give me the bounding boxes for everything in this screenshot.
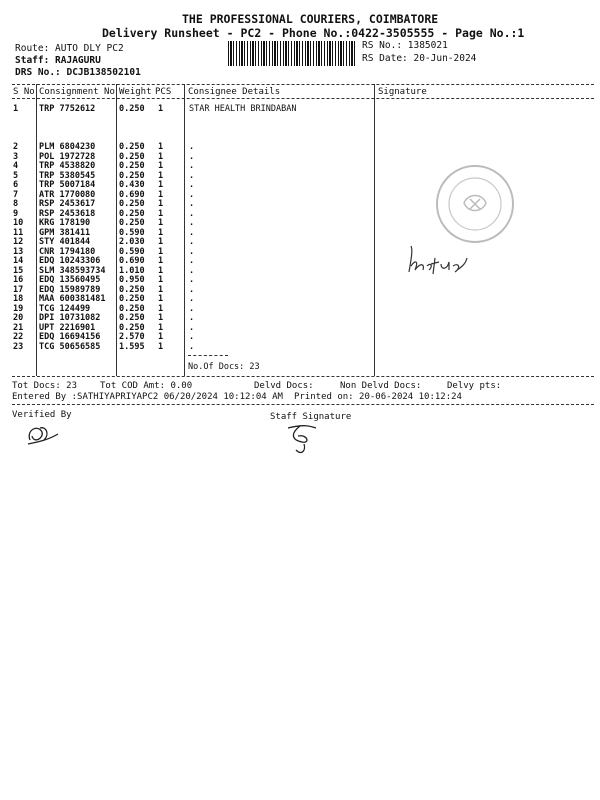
header-signature: Signature	[378, 87, 427, 97]
row-weight: 0.250	[119, 208, 145, 219]
verified-signature	[24, 420, 64, 450]
row-consignee-details: .	[189, 170, 195, 181]
row-consignee-details: .	[189, 227, 195, 238]
row-weight: 0.250	[119, 303, 145, 314]
row-pcs: 1	[158, 199, 164, 209]
row-sno: 22	[13, 332, 24, 342]
row-sno: 8	[13, 199, 19, 209]
table-row	[0, 285, 600, 295]
barcode	[228, 41, 356, 66]
row-pcs: 1	[158, 189, 164, 200]
table-row	[0, 313, 600, 323]
row-pcs: 1	[158, 170, 164, 181]
row-consignee-details: .	[189, 199, 195, 209]
row-sno: 15	[13, 265, 24, 276]
table-row	[0, 142, 600, 152]
row-weight: 0.250	[119, 151, 145, 162]
row-consignment-no: TCG 50656585	[39, 341, 101, 352]
row-pcs: 1	[158, 294, 164, 304]
row-sno: 7	[13, 189, 19, 200]
row-pcs: 1	[158, 322, 164, 333]
table-row	[0, 104, 600, 114]
table-row	[0, 152, 600, 162]
footer-rule	[12, 404, 594, 405]
delivered-docs: Delvd Docs:	[254, 381, 314, 391]
row-pcs: 1	[158, 313, 164, 323]
staff-label: Staff: RAJAGURU	[15, 55, 101, 66]
staff-signature-label: Staff Signature	[270, 412, 352, 422]
row-weight: 0.950	[119, 275, 145, 285]
row-weight: 0.690	[119, 189, 145, 200]
row-consignee-details: .	[189, 294, 195, 304]
row-sno: 17	[13, 284, 24, 295]
row-sno: 14	[13, 256, 24, 266]
company-name: THE PROFESSIONAL COURIERS, COIMBATORE	[182, 12, 439, 26]
row-pcs: 1	[158, 151, 164, 162]
row-pcs: 1	[158, 256, 164, 266]
row-sno: 6	[13, 180, 19, 190]
row-pcs: 1	[158, 237, 164, 247]
row-sno: 12	[13, 237, 24, 247]
row-consignee-details: .	[189, 246, 195, 257]
row-sno: 5	[13, 170, 19, 181]
row-consignment-no: TCG 124499	[39, 303, 91, 314]
row-consignee-details: .	[189, 341, 195, 352]
row-consignment-no: EDQ 16694156	[39, 332, 101, 342]
row-consignee-details: .	[189, 275, 195, 285]
row-pcs: 1	[158, 303, 164, 314]
table-header-rule	[12, 98, 594, 99]
row-sno: 1	[13, 104, 19, 114]
row-consignee-details: .	[189, 218, 195, 228]
row-consignment-no: STY 401844	[39, 237, 91, 247]
row-weight: 1.595	[119, 341, 145, 352]
row-pcs: 1	[158, 218, 164, 228]
row-sno: 9	[13, 208, 19, 219]
row-consignment-no: EDQ 13560495	[39, 275, 101, 285]
row-weight: 0.590	[119, 246, 145, 257]
row-pcs: 1	[158, 265, 164, 276]
table-top-rule	[12, 84, 594, 85]
row-weight: 2.030	[119, 237, 145, 247]
row-consignee-details: .	[189, 313, 195, 323]
row-consignment-no: EDQ 15989789	[39, 284, 101, 295]
row-sno: 4	[13, 161, 19, 171]
drs-number: DRS No.: DCJB138502101	[15, 67, 141, 78]
row-weight: 0.250	[119, 199, 145, 209]
table-bottom-rule	[12, 376, 594, 377]
row-pcs: 1	[158, 341, 164, 352]
row-consignee-details: .	[189, 189, 195, 200]
row-weight: 0.250	[119, 170, 145, 181]
row-weight: 0.430	[119, 180, 145, 190]
row-consignee-details: STAR HEALTH BRINDABAN	[189, 104, 297, 114]
runsheet-title: Delivery Runsheet - PC2 - Phone No.:0422-3505555 - Page No.:1	[102, 26, 525, 40]
row-weight: 0.250	[119, 142, 145, 152]
row-consignment-no: MAA 600381481	[39, 294, 106, 304]
docs-count-rule	[188, 355, 228, 356]
no-of-docs: No.Of Docs: 23	[188, 362, 260, 372]
row-sno: 10	[13, 218, 24, 228]
non-delivered-docs: Non Delvd Docs:	[340, 381, 422, 391]
table-row	[0, 294, 600, 304]
row-pcs: 1	[158, 227, 164, 238]
header-consignee: Consignee Details	[188, 87, 281, 97]
table-row	[0, 332, 600, 342]
table-row	[0, 304, 600, 314]
total-cod-amount: Tot COD Amt: 0.00	[100, 381, 193, 391]
header-sno: S No	[13, 87, 35, 97]
table-row	[0, 266, 600, 276]
row-pcs: 1	[158, 208, 164, 219]
row-pcs: 1	[158, 161, 164, 171]
header-pcs: PCS	[155, 87, 172, 97]
staff-signature	[280, 420, 325, 460]
row-consignee-details: .	[189, 161, 195, 171]
row-consignee-details: .	[189, 208, 195, 219]
rs-date: RS Date: 20-Jun-2024	[362, 53, 477, 64]
row-consignment-no: DPI 10731082	[39, 313, 101, 323]
row-sno: 13	[13, 246, 24, 257]
route-label: Route: AUTO DLY PC2	[15, 43, 124, 54]
row-consignment-no: TRP 4538820	[39, 161, 96, 171]
row-sno: 18	[13, 294, 24, 304]
row-sno: 23	[13, 341, 24, 352]
row-consignment-no: PLM 6804230	[39, 142, 96, 152]
row-consignment-no: RSP 2453618	[39, 208, 96, 219]
row-consignment-no: KRG 178190	[39, 218, 91, 228]
row-consignment-no: TRP 5007184	[39, 180, 96, 190]
row-consignee-details: .	[189, 256, 195, 266]
row-consignment-no: SLM 348593734	[39, 265, 106, 276]
row-pcs: 1	[158, 246, 164, 257]
row-sno: 11	[13, 227, 24, 238]
row-pcs: 1	[158, 104, 164, 114]
row-weight: 0.690	[119, 256, 145, 266]
row-consignment-no: CNR 1794180	[39, 246, 96, 257]
row-consignee-details: .	[189, 265, 195, 276]
row-consignment-no: POL 1972728	[39, 151, 96, 162]
verified-by-label: Verified By	[12, 410, 72, 420]
row-weight: 1.010	[119, 265, 145, 276]
table-row	[0, 247, 600, 257]
row-consignment-no: RSP 2453617	[39, 199, 96, 209]
row-weight: 0.250	[119, 218, 145, 228]
row-consignee-details: .	[189, 322, 195, 333]
printed-on: Printed on: 20-06-2024 10:12:24	[294, 392, 462, 402]
delivery-points: Delvy pts:	[447, 381, 502, 391]
rs-number: RS No.: 1385021	[362, 40, 448, 51]
row-weight: 0.250	[119, 161, 145, 171]
total-docs: Tot Docs: 23	[12, 381, 78, 391]
row-consignee-details: .	[189, 142, 195, 152]
row-consignment-no: TRP 5380545	[39, 170, 96, 181]
row-weight: 0.250	[119, 284, 145, 295]
row-sno: 3	[13, 151, 19, 162]
row-consignee-details: .	[189, 332, 195, 342]
row-consignee-details: .	[189, 284, 195, 295]
row-weight: 0.250	[119, 322, 145, 333]
table-row	[0, 256, 600, 266]
header-consignment: Consignment No	[39, 87, 115, 97]
row-sno: 21	[13, 322, 24, 333]
row-consignment-no: TRP 7752612	[39, 104, 96, 114]
row-consignee-details: .	[189, 303, 195, 314]
row-consignment-no: GPM 381411	[39, 227, 91, 238]
row-weight: 0.250	[119, 104, 145, 114]
row-consignment-no: ATR 1770080	[39, 189, 96, 200]
row-sno: 2	[13, 142, 19, 152]
row-sno: 19	[13, 303, 24, 314]
row-sno: 16	[13, 275, 24, 285]
row-pcs: 1	[158, 142, 164, 152]
header-weight: Weight	[119, 87, 152, 97]
row-pcs: 1	[158, 284, 164, 295]
row-pcs: 1	[158, 180, 164, 190]
entered-by: Entered By :SATHIYAPRIYAPC2 06/20/2024 10:12:04 AM	[12, 392, 283, 402]
row-consignee-details: .	[189, 237, 195, 247]
row-pcs: 1	[158, 332, 164, 342]
row-consignment-no: EDQ 10243306	[39, 256, 101, 266]
row-weight: 2.570	[119, 332, 145, 342]
row-consignment-no: UPT 2216901	[39, 322, 96, 333]
row-consignee-details: .	[189, 180, 195, 190]
row-consignee-details: .	[189, 151, 195, 162]
company-stamp	[434, 163, 516, 245]
table-row	[0, 275, 600, 285]
row-sno: 20	[13, 313, 24, 323]
row-weight: 0.250	[119, 313, 145, 323]
table-row	[0, 342, 600, 352]
row-pcs: 1	[158, 275, 164, 285]
row-weight: 0.250	[119, 294, 145, 304]
table-row	[0, 323, 600, 333]
row-weight: 0.590	[119, 227, 145, 238]
